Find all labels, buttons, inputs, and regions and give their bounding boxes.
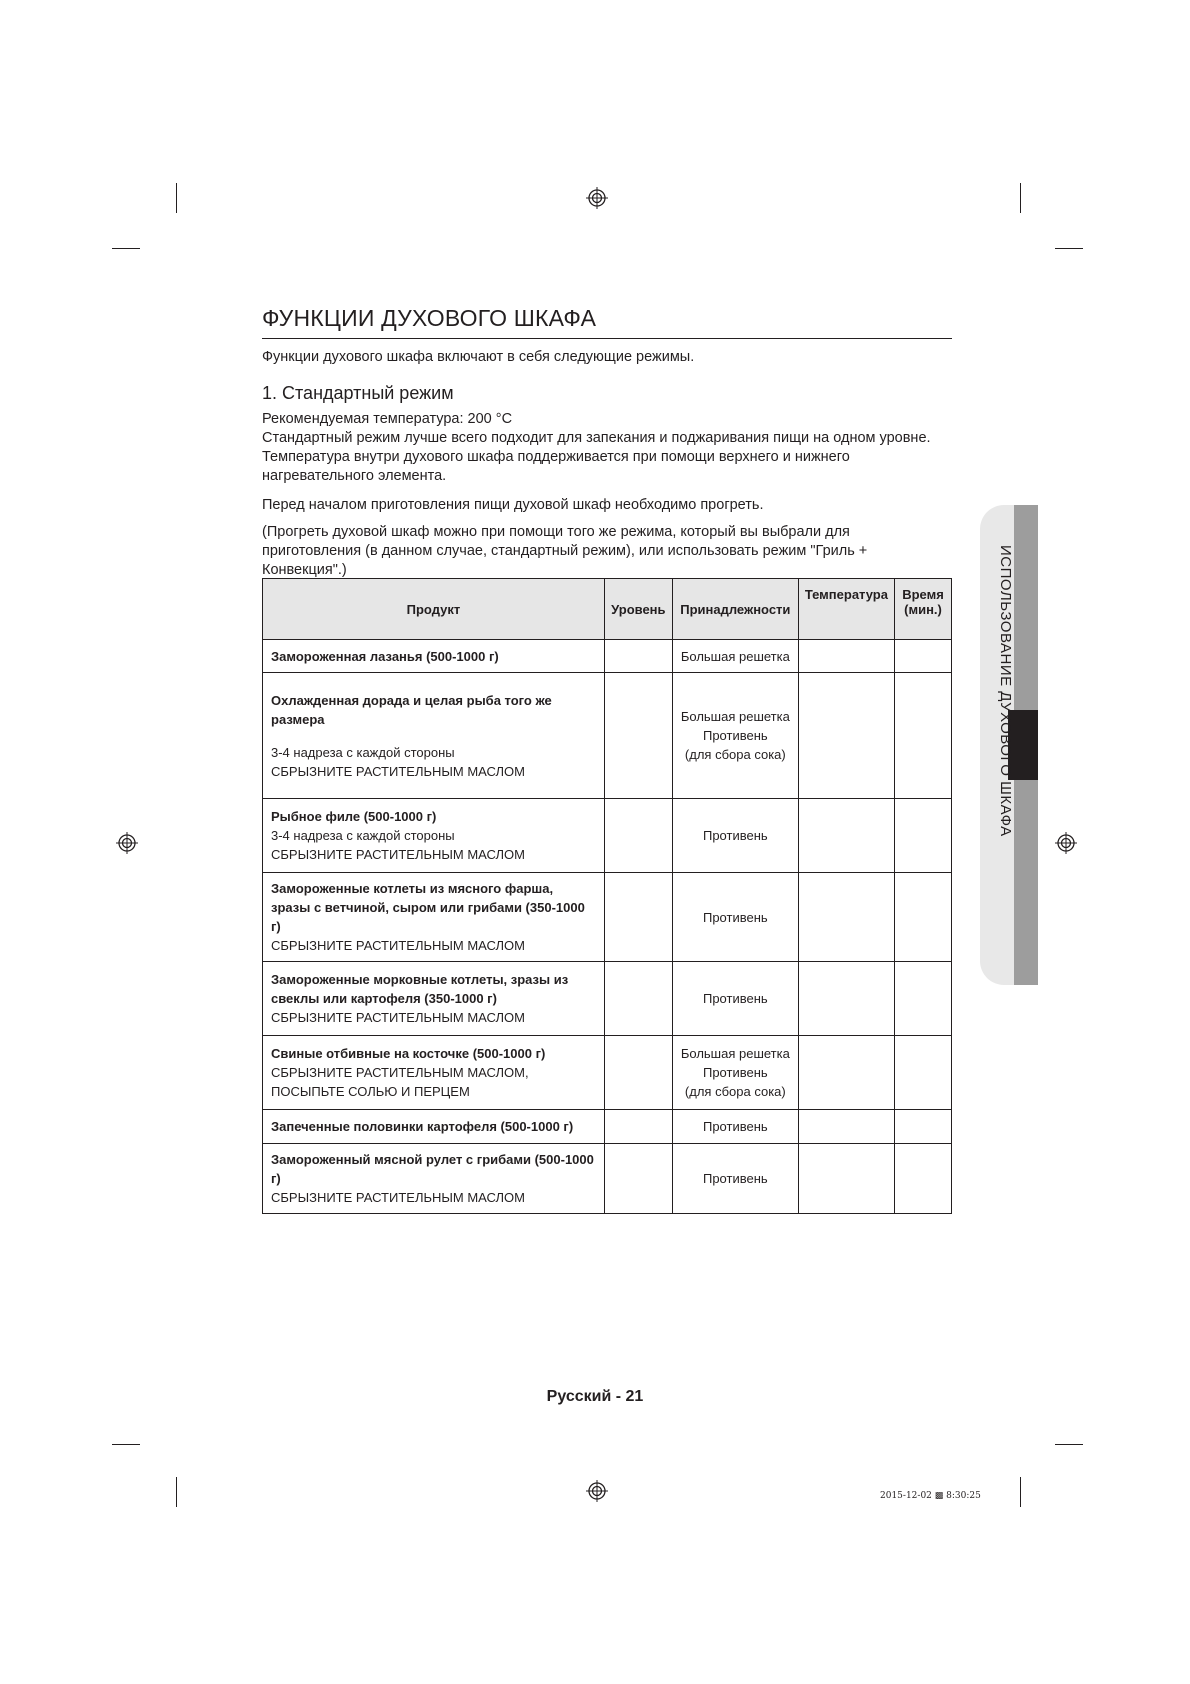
level-cell — [604, 640, 672, 673]
accessories-cell — [672, 799, 798, 873]
level-cell — [604, 1036, 672, 1110]
side-tab-label: ИСПОЛЬЗОВАНИЕ ДУХОВОГО ШКАФА — [997, 545, 1014, 837]
product-cell — [263, 1144, 605, 1214]
level-cell — [604, 799, 672, 873]
chapter-side-tab — [980, 505, 1038, 985]
accessory-item: Большая решетка — [680, 709, 790, 724]
table-row — [263, 962, 952, 1036]
accessory-item: Противень — [702, 909, 768, 925]
temperature-cell — [798, 673, 894, 799]
registration-mark-icon — [116, 832, 138, 854]
preheat-note: (Прогреть духовой шкаф можно при помощи того же режима, который вы выбрали для приготовления (в данном случае, стандартный режим), или использовать режим "Гриль + Конвекция".) — [262, 524, 868, 578]
header-temperature: Температура — [798, 579, 894, 640]
time-cell — [894, 1110, 951, 1144]
page-number: Русский - 21 — [546, 1388, 644, 1405]
temperature-cell — [798, 799, 894, 873]
product-name: Охлажденная дорада и целая рыба того же размера — [271, 692, 552, 727]
crop-mark — [112, 248, 140, 249]
temperature-cell — [798, 1144, 894, 1214]
crop-mark — [112, 1444, 140, 1445]
accessory-item: (для сбора сока) — [684, 1084, 786, 1099]
time-cell — [894, 1036, 951, 1110]
product-note: ПОСЫПЬТЕ СОЛЬЮ И ПЕРЦЕМ — [271, 1084, 470, 1099]
level-cell — [604, 962, 672, 1036]
print-stamp: 2015-12-02 ▩ 8:30:25 — [880, 1491, 981, 1501]
crop-mark — [1055, 248, 1083, 249]
product-cell — [263, 1110, 605, 1144]
time-cell — [894, 873, 951, 962]
product-note: 3-4 надреза с каждой стороны — [271, 828, 455, 843]
registration-mark-icon — [586, 187, 608, 209]
accessories-cell — [672, 873, 798, 962]
table-row — [263, 873, 952, 962]
accessory-item: Большая решетка — [680, 648, 790, 664]
temperature-cell — [798, 640, 894, 673]
product-note: СБРЫЗНИТЕ РАСТИТЕЛЬНЫМ МАСЛОМ — [271, 938, 525, 953]
time-cell — [894, 799, 951, 873]
crop-mark — [1055, 1444, 1083, 1445]
table-row — [263, 673, 952, 799]
preheat-instruction: Перед началом приготовления пищи духовой шкаф необходимо прогреть. — [262, 497, 764, 513]
crop-mark — [1020, 183, 1021, 213]
level-cell — [604, 673, 672, 799]
accessories-cell — [672, 640, 798, 673]
product-note: СБРЫЗНИТЕ РАСТИТЕЛЬНЫМ МАСЛОМ — [271, 1190, 525, 1205]
accessory-item: Большая решетка — [680, 1046, 790, 1061]
temperature-cell — [798, 962, 894, 1036]
temperature-cell — [798, 1110, 894, 1144]
table-row — [263, 640, 952, 673]
intro-text: Функции духового шкафа включают в себя следующие режимы. — [262, 349, 695, 365]
cooking-table — [262, 578, 952, 1214]
section-heading: 1. Стандартный режим — [262, 383, 454, 403]
accessory-item: Противень — [702, 1171, 768, 1186]
accessory-item: Противень — [702, 1065, 768, 1080]
product-name: Замороженные морковные котлеты, зразы из свеклы или картофеля (350-1000 г) — [271, 972, 569, 1006]
level-cell — [604, 873, 672, 962]
product-name: Замороженные котлеты из мясного фарша, зразы с ветчиной, сыром или грибами (350-1000 г) — [271, 881, 585, 934]
accessory-item: Противень — [702, 828, 768, 843]
product-cell — [263, 673, 605, 799]
product-note: СБРЫЗНИТЕ РАСТИТЕЛЬНЫМ МАСЛОМ — [271, 763, 525, 779]
time-cell — [894, 962, 951, 1036]
accessories-cell — [672, 1110, 798, 1144]
header-accessories: Принадлежности — [672, 579, 798, 640]
time-cell — [894, 673, 951, 799]
accessory-item: Противень — [702, 728, 768, 743]
product-note: СБРЫЗНИТЕ РАСТИТЕЛЬНЫМ МАСЛОМ — [271, 1010, 525, 1025]
time-cell — [894, 640, 951, 673]
registration-mark-icon — [586, 1480, 608, 1502]
recommended-temperature: Рекомендуемая температура: 200 °C — [262, 411, 513, 427]
product-cell — [263, 799, 605, 873]
product-name: Свиные отбивные на косточке (500-1000 г) — [271, 1046, 546, 1061]
page-content — [262, 305, 952, 580]
level-cell — [604, 1110, 672, 1144]
product-name: Рыбное филе (500-1000 г) — [271, 809, 437, 824]
table-row — [263, 1110, 952, 1144]
product-name: Замороженный мясной рулет с грибами (500-1000 г) — [271, 1152, 594, 1186]
temperature-cell — [798, 873, 894, 962]
table-row — [263, 799, 952, 873]
header-product: Продукт — [263, 579, 605, 640]
product-cell — [263, 962, 605, 1036]
table-row — [263, 1036, 952, 1110]
product-name: Замороженная лазанья (500-1000 г) — [271, 648, 499, 664]
accessories-cell — [672, 962, 798, 1036]
accessory-item: (для сбора сока) — [684, 747, 786, 762]
accessories-cell — [672, 1144, 798, 1214]
header-level: Уровень — [604, 579, 672, 640]
product-note: 3-4 надреза с каждой стороны — [271, 744, 455, 760]
crop-mark — [1020, 1477, 1021, 1507]
table-header-row — [263, 579, 952, 640]
accessories-cell — [672, 1036, 798, 1110]
level-cell — [604, 1144, 672, 1214]
temperature-cell — [798, 1036, 894, 1110]
accessory-item: Противень — [702, 991, 768, 1006]
crop-mark — [176, 1477, 177, 1507]
product-cell — [263, 873, 605, 962]
product-cell — [263, 1036, 605, 1110]
product-note: СБРЫЗНИТЕ РАСТИТЕЛЬНЫМ МАСЛОМ, — [271, 1065, 529, 1080]
table-row — [263, 1144, 952, 1214]
product-cell — [263, 640, 605, 673]
accessories-cell — [672, 673, 798, 799]
time-cell — [894, 1144, 951, 1214]
mode-description: Стандартный режим лучше всего подходит для запекания и поджаривания пищи на одном уровне. Температура внутри духового шкафа поддерживается при помощи верхнего и нижнего нагревательного элемента. — [262, 430, 931, 484]
header-time: Время (мин.) — [894, 579, 951, 640]
accessory-item: Противень — [702, 1119, 768, 1134]
product-name: Запеченные половинки картофеля (500-1000 г) — [271, 1119, 574, 1134]
crop-mark — [176, 183, 177, 213]
product-note: СБРЫЗНИТЕ РАСТИТЕЛЬНЫМ МАСЛОМ — [271, 847, 525, 862]
page-title: ФУНКЦИИ ДУХОВОГО ШКАФА — [262, 305, 952, 339]
registration-mark-icon — [1055, 832, 1077, 854]
